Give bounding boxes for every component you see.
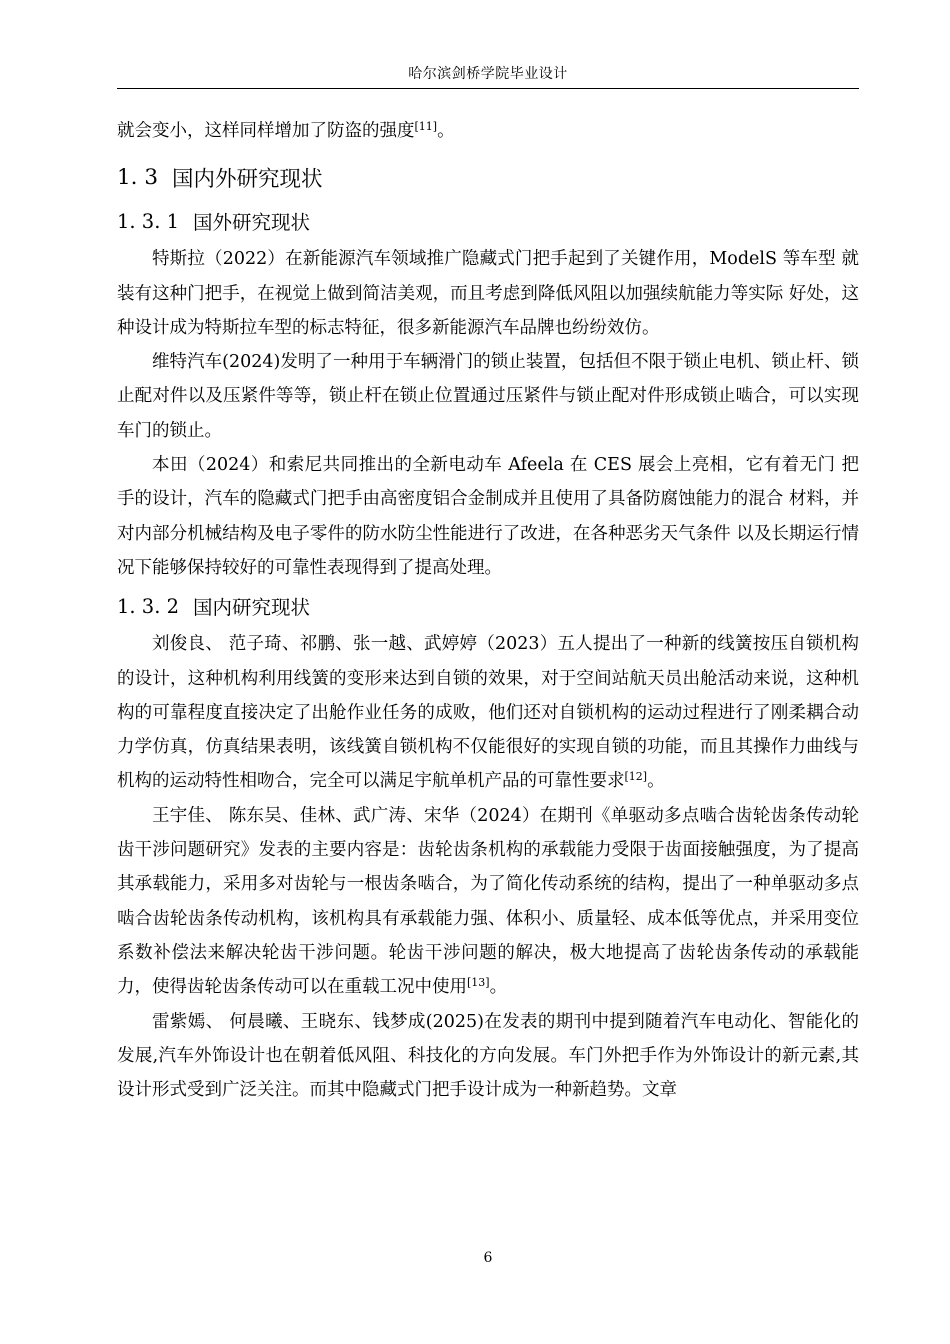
paragraph-honda-sony: 本田（2024）和索尼共同推出的全新电动车 Afeela 在 CES 展会上亮相，它有着无门 把手的设计，汽车的隐藏式门把手由高密度铝合金制成并且使用了具备防腐蚀能力的混合 材料，并对内部分机械结构及电子零件的防水防尘性能进行了改进，在各种恶劣天气条件 以及长期运行情况下能够保持较好的可靠性表现得到了提高处理。 [117, 455, 859, 578]
paragraph-text: 就会变小，这样同样增加了防盗的强度 [117, 121, 415, 141]
citation-13: [13] [467, 976, 490, 990]
section-number: 1. 3 [117, 164, 159, 190]
paragraph-text: 刘俊良、 范子琦、祁鹏、张一越、武婷婷（2023）五人提出了一种新的线簧按压自锁机构的设计，这种机构利用线簧的变形来达到自锁的效果，对于空间站航天员出舱活动来说，这种机构的可靠程度直接决定了出舱作业任务的成败，他们还对自锁机构的运动过程进行了刚柔耦合动力学仿真，仿真结果表明，该线簧自锁机构不仅能很好的实现自锁的功能，而且其操作力曲线与机构的运动特性相吻合，完全可以满足宇航单机产品的可靠性要求 [117, 634, 859, 792]
paragraph-text: 王宇佳、 陈东吴、佳林、武广涛、宋华（2024）在期刊《单驱动多点啮合齿轮齿条传动轮齿干涉问题研究》发表的主要内容是：齿轮齿条机构的承载能力受限于齿面接触强度，为了提高其承载能力，采用多对齿轮与一根齿条啮合，为了简化传动系统的结构，提出了一种单驱动多点啮合齿轮齿条传动机构，该机构具有承载能力强、体积小、质量轻、成本低等优点，并采用变位系数补偿法来解决轮齿干涉问题。轮齿干涉问题的解决，极大地提高了齿轮齿条传动的承载能力，使得齿轮齿条传动可以在重载工况中使用 [117, 805, 859, 998]
paragraph-wang-yujia [117, 799, 859, 1005]
citation-11: [11] [414, 120, 438, 133]
paragraph-tail: 。 [437, 121, 455, 141]
section-heading-1-3 [117, 154, 859, 200]
document-body [117, 114, 859, 1107]
paragraph-liu-junliang [117, 627, 859, 798]
paragraph-tesla: 特斯拉（2022）在新能源汽车领域推广隐藏式门把手起到了关键作用，ModelS 等车型 就装有这种门把手，在视觉上做到简洁美观，而且考虑到降低风阻以加强续航能力等实际 好处，这种设计成为特斯拉车型的标志特征，很多新能源汽车品牌也纷纷效仿。 [117, 249, 859, 338]
section-title: 国内外研究现状 [172, 166, 323, 192]
page-header: 哈尔滨剑桥学院毕业设计 [408, 66, 568, 82]
page-number: 6 [483, 1250, 493, 1266]
paragraph-lei-ziyan: 雷紫嫣、 何晨曦、王晓东、钱梦成(2025)在发表的期刊中提到随着汽车电动化、智能化的发展,汽车外饰设计也在朝着低风阻、科技化的方向发展。车门外把手作为外饰设计的新元素,其设计形式受到广泛关注。而其中隐藏式门把手设计成为一种新趋势。文章 [117, 1011, 859, 1101]
subsection-number: 1. 3. 1 [117, 209, 180, 233]
subsection-heading-1-3-1 [117, 200, 859, 242]
paragraph-vitesco: 维特汽车(2024)发明了一种用于车辆滑门的锁止装置，包括但不限于锁止电机、锁止杆、锁止配对件以及压紧件等等，锁止杆在锁止位置通过压紧件与锁止配对件形成锁止啮合，可以实现车门的锁止。 [117, 352, 859, 441]
subsection-heading-1-3-2 [117, 585, 859, 627]
paragraph-tail: 。 [647, 771, 665, 792]
citation-12: [12] [624, 770, 648, 784]
header-divider [117, 88, 859, 89]
paragraph-tail: 。 [489, 977, 508, 998]
subsection-number: 1. 3. 2 [117, 594, 180, 618]
subsection-title: 国内研究现状 [193, 596, 311, 620]
paragraph-continuation [117, 114, 859, 148]
subsection-title: 国外研究现状 [193, 211, 311, 235]
